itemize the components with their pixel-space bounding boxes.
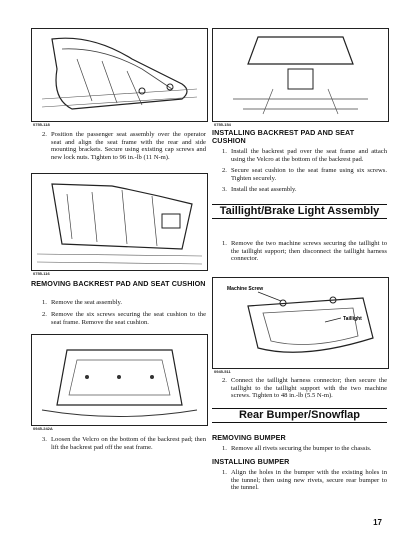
page-number: 17 bbox=[373, 518, 382, 527]
taillight-illustration bbox=[213, 278, 388, 368]
figure-code: 0755-116 bbox=[33, 271, 50, 276]
figure-code: 0945-242A bbox=[33, 426, 53, 431]
step-align-bumper-holes: 1. Align the holes in the bumper with the existing holes in the tunnel; then using new rivets, secure rear bumper to the tunnel. bbox=[222, 469, 387, 492]
figure-code: 0755-118 bbox=[33, 122, 50, 127]
step-remove-rivets: 1. Remove all rivets securing the bumper to the chassis. bbox=[222, 445, 372, 452]
section-heading-installing-backrest: INSTALLING BACKREST PAD AND SEAT CUSHION bbox=[212, 128, 355, 145]
section-heading-installing-bumper: INSTALLING BUMPER bbox=[212, 457, 290, 466]
machine-screw-label: Machine Screw bbox=[227, 286, 264, 292]
backrest-underside-illustration bbox=[32, 335, 207, 425]
section-banner-bumper: Rear Bumper/Snowflap bbox=[212, 408, 387, 423]
figure-seat-frame bbox=[31, 173, 208, 271]
step-install-backrest-pad: 1. Install the backrest pad over the seat frame and attach using the Velcro at the bottom of the backrest pad. bbox=[222, 148, 387, 163]
figure-code: 0755-154 bbox=[214, 122, 231, 127]
backrest-pad-illustration bbox=[213, 29, 388, 121]
step-install-seat-assembly: 3. Install the seat assembly. bbox=[222, 186, 297, 193]
section-heading-removing-backrest: REMOVING BACKREST PAD AND SEAT CUSHION bbox=[31, 279, 206, 288]
seat-frame-illustration bbox=[32, 29, 207, 121]
step-remove-seat-assembly: 1. Remove the seat assembly. bbox=[42, 299, 122, 306]
step-position-passenger-seat: 2. Position the passenger seat assembly over the operator seat and align the seat frame with the rear and side mounting brackets. Secure using existing cap screws and new lock nuts. Tighten to 96 in.-lb (11 N-m). bbox=[42, 131, 206, 161]
figure-passenger-seat-install bbox=[31, 28, 208, 122]
figure-taillight bbox=[212, 277, 389, 369]
figure-backrest-bottom bbox=[31, 334, 208, 426]
seat-frame-side-illustration bbox=[32, 174, 207, 270]
step-loosen-velcro: 3. Loosen the Velcro on the bottom of the backrest pad; then lift the backrest pad off the seat frame. bbox=[42, 436, 206, 451]
step-secure-seat-cushion: 2. Secure seat cushion to the seat frame using six screws. Tighten securely. bbox=[222, 167, 387, 182]
taillight-label: Taillight bbox=[343, 316, 362, 322]
section-banner-taillight: Taillight/Brake Light Assembly bbox=[212, 204, 387, 219]
step-remove-machine-screws: 1. Remove the two machine screws securing the taillight to the taillight support; then disconnect the taillight harness connector. bbox=[222, 240, 387, 263]
figure-backrest-pad bbox=[212, 28, 389, 122]
figure-code: 0945-511 bbox=[214, 369, 231, 374]
step-remove-six-screws: 2. Remove the six screws securing the seat cushion to the seat frame. Remove the seat cushion. bbox=[42, 311, 206, 326]
step-connect-harness: 2. Connect the taillight harness connector; then secure the taillight to the taillight support with the two machine screws. Tighten to 48 in.-lb (5.5 N-m). bbox=[222, 377, 387, 400]
section-heading-removing-bumper: REMOVING BUMPER bbox=[212, 433, 286, 442]
